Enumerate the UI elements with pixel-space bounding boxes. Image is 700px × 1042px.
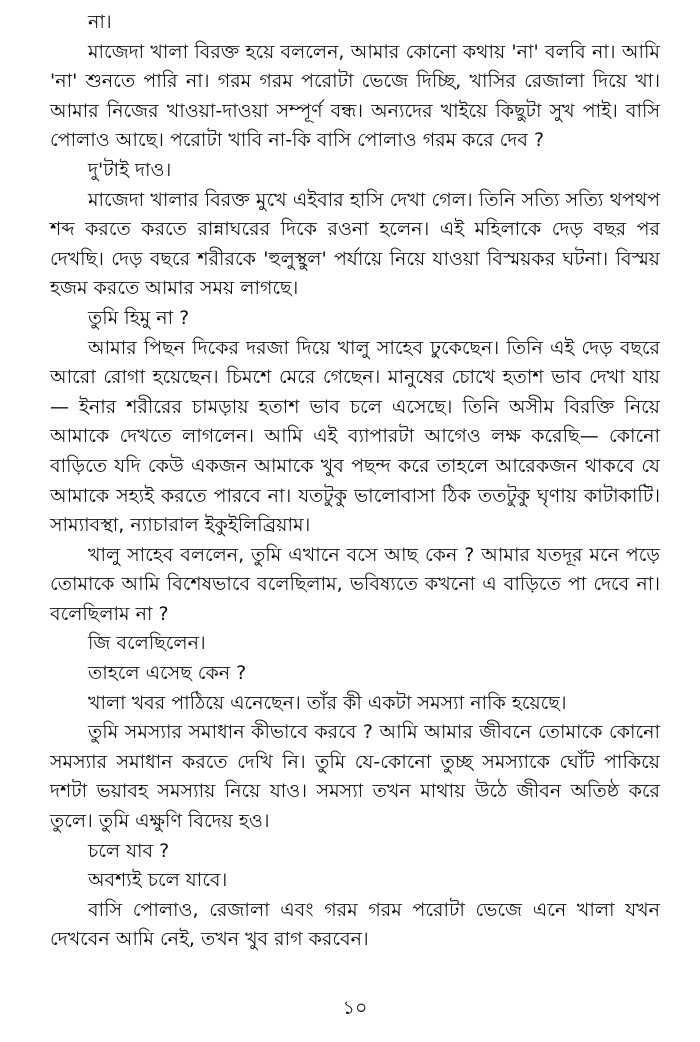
page-body-text [50,8,660,955]
page-number: ১০ [342,997,368,1019]
paragraph: তুমি হিমু না ? [88,306,190,329]
paragraph: খালু সাহেব বললেন, তুমি এখানে বসে আছ কেন ? আমার যতদূর মনে পড়ে তোমাকে আমি বিশেষভাবে বলেছিলাম, ভবিষ্যতে কখনো এ বাড়িতে পা দেবে না। বলেছিলাম না ? [50,543,660,625]
paragraph: মাজেদা খালা বিরক্ত হয়ে বললেন, আমার কোনো কথায় 'না' বলবি না। আমি 'না' শুনতে পারি না। গরম গরম পরোটা ভেজে দিচ্ছি, খাসির রেজালা দিয়ে খা। আমার নিজের খাওয়া-দাওয়া সম্পূর্ণ বন্ধ। অন্যদের খাইয়ে কিছুটা সুখ পাই। বাসি পোলাও আছে। পরোটা খাবি না-কি বাসি পোলাও গরম করে দেব ? [50,40,660,152]
paragraph: তুমি সমস্যার সমাধান কীভাবে করবে ? আমি আমার জীবনে তোমাকে কোনো সমস্যার সমাধান করতে দেখি নি। তুমি যে-কোনো তুচ্ছ সমস্যাকে ঘোঁট পাকিয়ে দশটা ভয়াবহ সমস্যায় নিয়ে যাও। সমস্যা তখন মাথায় উঠে জীবন অতিষ্ঠ করে তুলে। তুমি এক্ষুণি বিদেয় হও। [50,721,660,833]
paragraph: তাহলে এসেছ কেন ? [88,662,247,685]
paragraph: আমার পিছন দিকের দরজা দিয়ে খালু সাহেব ঢুকেছেন। তিনি এই দেড় বছরে আরো রোগা হয়েছেন। চিমশে মেরে গেছেন। মানুষের চোখে হতাশ ভাব দেখা যায়— ইনার শরীরের চামড়ায় হতাশ ভাব চলে এসেছে। তিনি অসীম বিরক্তি নিয়ে আমাকে দেখতে লাগলেন। আমি এই ব্যাপারটা আগেও লক্ষ করেছি— কোনো বাড়িতে যদি কেউ একজন আমাকে খুব পছন্দ করে তাহলে আরেকজন থাকবে যে আমাকে সহ্যই করতে পারবে না। যতটুকু ভালোবাসা ঠিক ততটুকু ঘৃণায় কাটাকাটি। সাম্যাবস্থা, ন্যাচারাল ইকুইলিব্রিয়াম। [50,336,660,537]
paragraph: না। [88,11,112,33]
paragraph: মাজেদা খালার বিরক্ত মুখে এইবার হাসি দেখা গেল। তিনি সত্যি সত্যি থপথপ শব্দ করতে করতে রান্নাঘরের দিকে রওনা হলেন। এই মহিলাকে দেড় বছর পর দেখছি। দেড় বছরে শরীরকে 'হুলুস্থুল' পর্যায়ে নিয়ে যাওয়া বিস্ময়কর ঘটনা। বিস্ময় হজম করতে আমার সময় লাগছে। [50,188,660,300]
paragraph: বাসি পোলাও, রেজালা এবং গরম গরম পরোটা ভেজে এনে খালা যখন দেখবেন আমি নেই, তখন খুব রাগ করবেন। [50,898,660,951]
paragraph: দু'টাই দাও। [88,158,172,181]
paragraph: খালা খবর পাঠিয়ে এনেছেন। তাঁর কী একটা সমস্যা নাকি হয়েছে। [88,691,567,714]
book-page [50,8,660,1042]
paragraph: জি বলেছিলেন। [88,632,206,655]
paragraph: অবশ্যই চলে যাবে। [88,869,228,892]
paragraph: চলে যাব ? [88,839,170,862]
